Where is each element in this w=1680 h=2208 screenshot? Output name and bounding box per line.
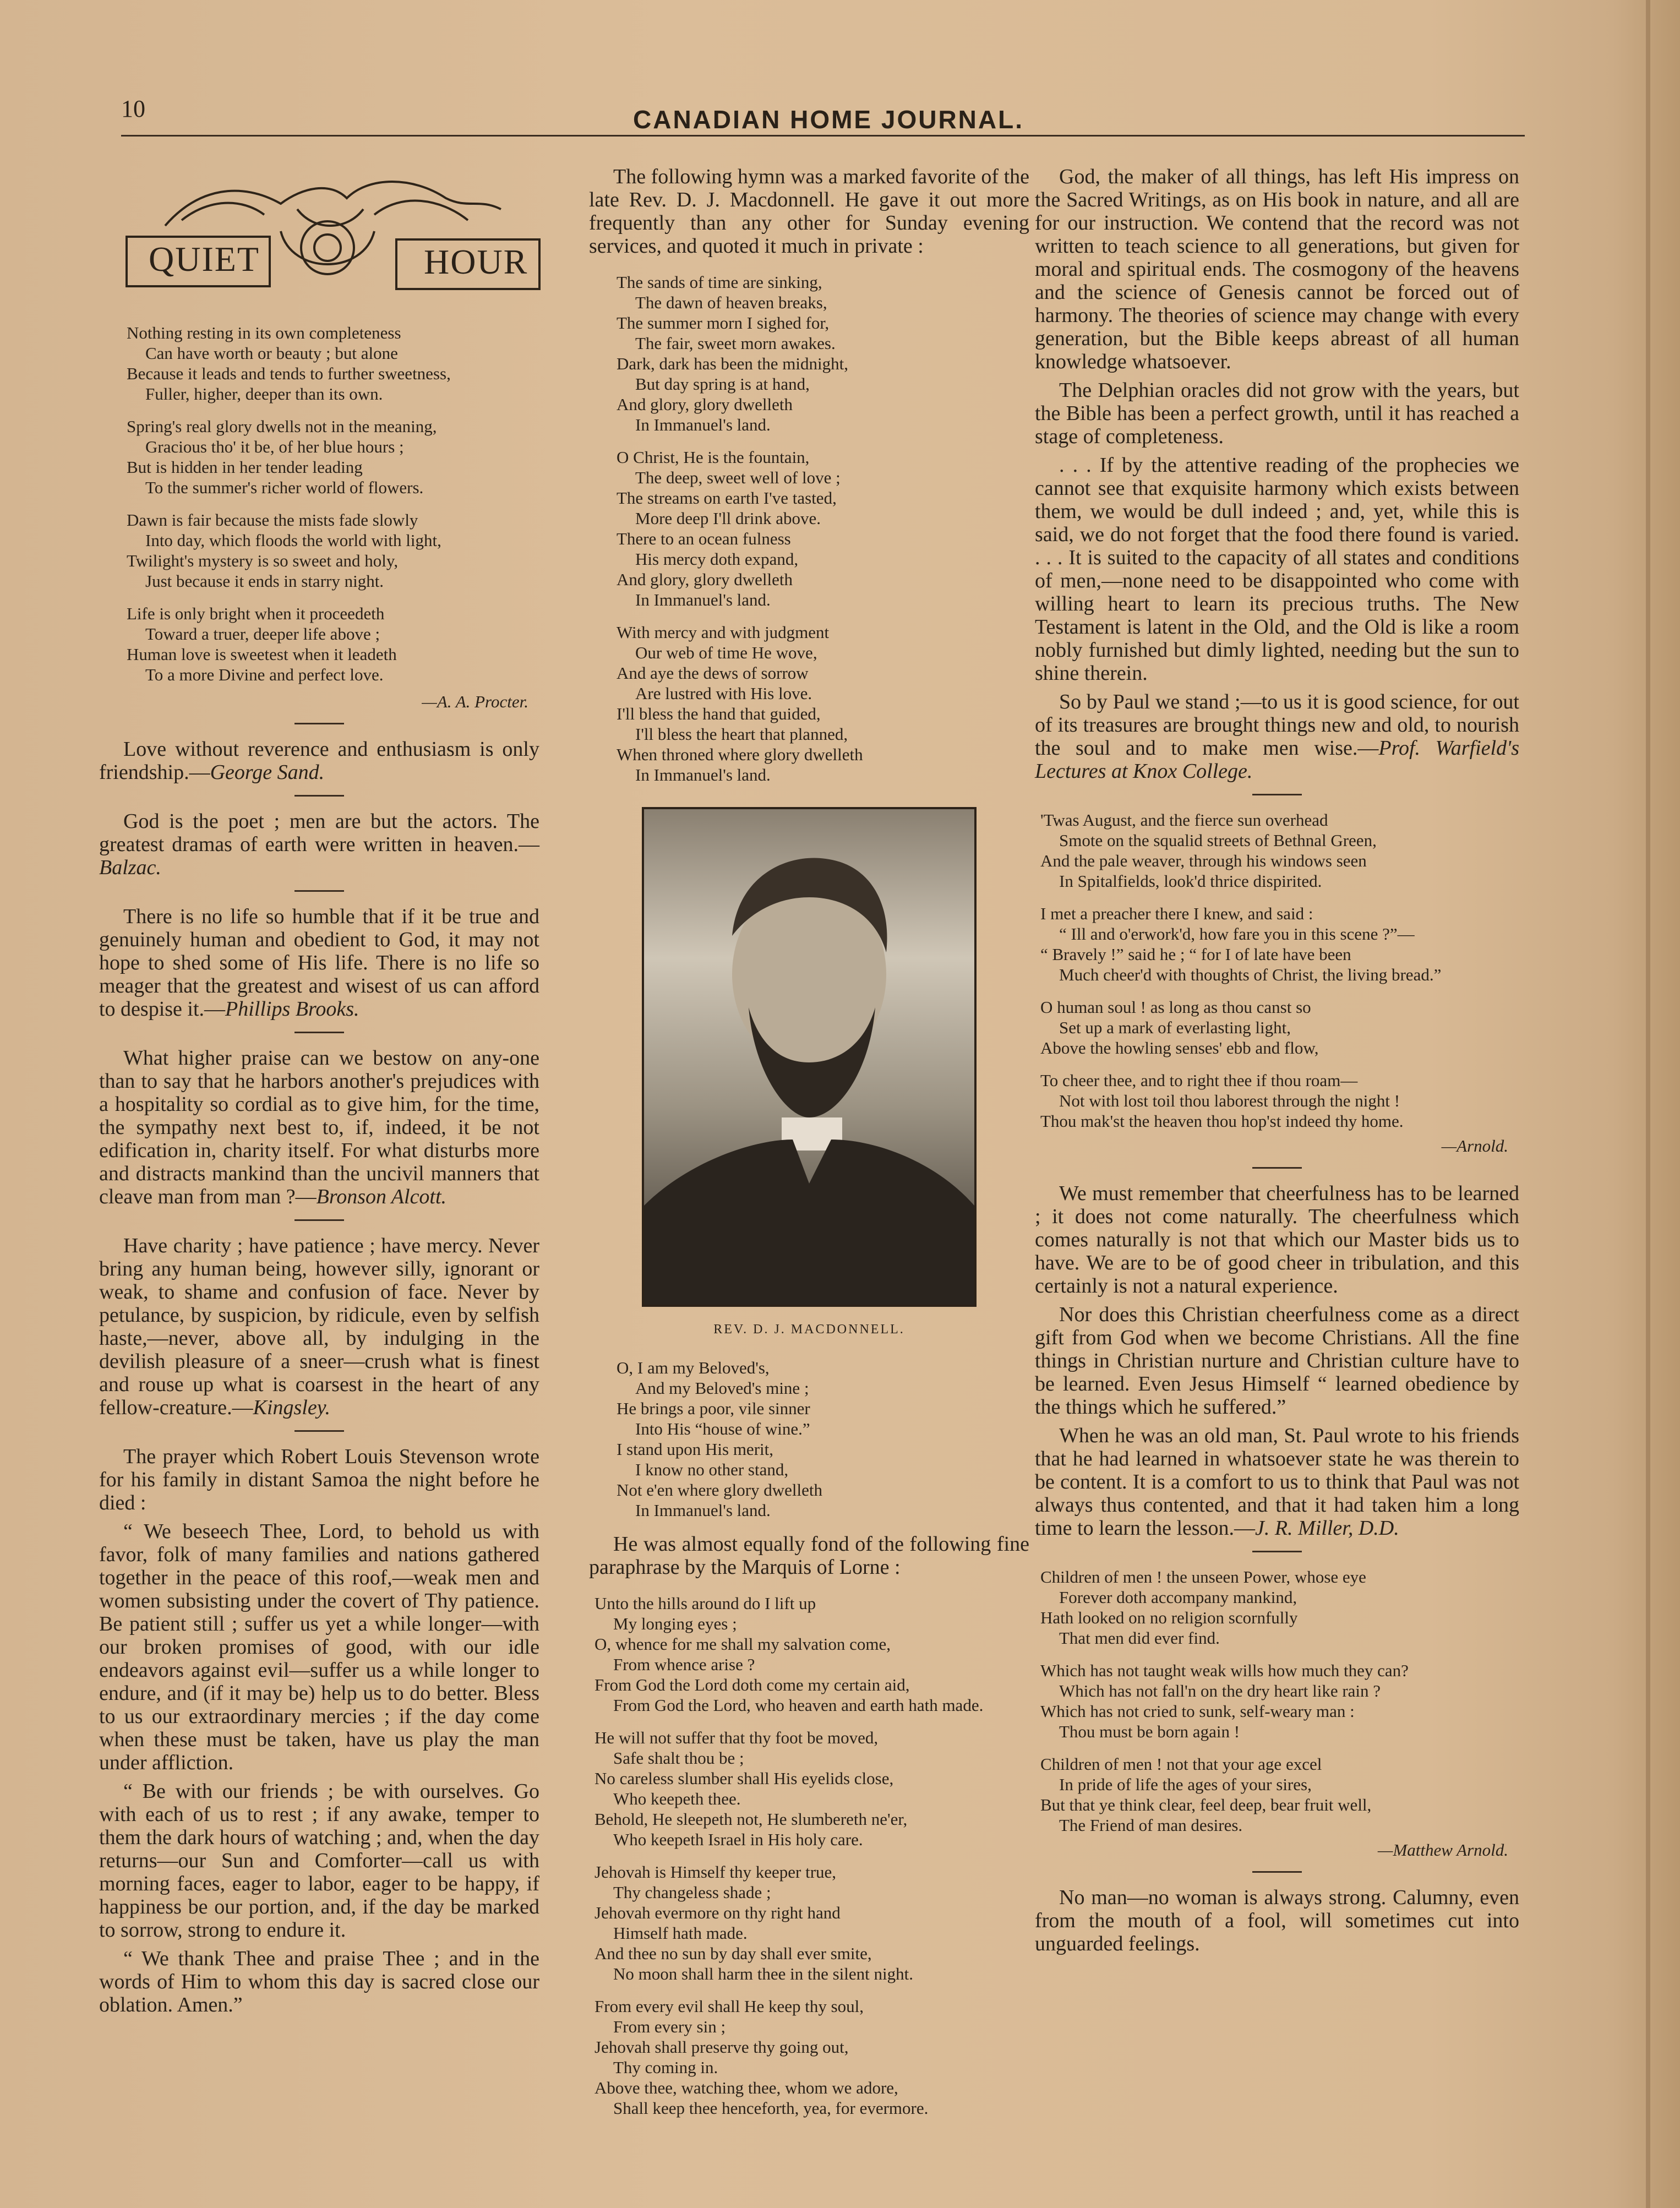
stanza — [617, 272, 1029, 435]
poem-line: Fuller, higher, deeper than its own. — [145, 384, 383, 404]
poem-line: Thou must be born again ! — [1059, 1722, 1240, 1741]
poem-line: Nothing resting in its own completeness — [127, 323, 401, 342]
poem-line: And glory, glory dwelleth — [617, 395, 793, 414]
banner-ornament — [116, 165, 556, 308]
stevenson-prayer-2: “ Be with our friends ; be with ourselves. Go with each of us to rest ; if any awake, temper to them the dark hours of watching ; and, when the day returns—our Sun and Comforter—call us with morning faces, eager to labor, eager to be happy, if happiness be our portion, and, if the day be marked to sorrow, strong to endure it. — [99, 1780, 539, 1942]
poem-line: “ Ill and o'erwork'd, how fare you in this scene ?”— — [1059, 924, 1415, 944]
poem-line: Are lustred with His love. — [635, 684, 812, 703]
poem-line: “ Bravely !” said he ; “ for I of late have been — [1040, 945, 1351, 964]
arnold-sonnet — [1040, 810, 1519, 1131]
stanza — [1040, 810, 1519, 891]
poem-line: And the pale weaver, through his windows seen — [1040, 851, 1367, 870]
poem-line: Who keepeth thee. — [613, 1789, 741, 1808]
col3-para-6: Nor does this Christian cheerfulness come as a direct gift from God when we become Christians. All the fine things in Christian nurture and Christian culture have to be learned. Even Jesus Himself “ learned obedience by the things which he suffered.” — [1035, 1303, 1519, 1419]
poem-line: 'Twas August, and the fierce sun overhead — [1040, 810, 1328, 830]
stanza — [127, 603, 539, 685]
poem-line: In Immanuel's land. — [635, 590, 771, 609]
poem-line: But that ye think clear, feel deep, bear fruit well, — [1040, 1795, 1372, 1814]
banner-word-right: HOUR — [424, 242, 528, 281]
poem-line: Children of men ! not that your age excel — [1040, 1754, 1322, 1774]
poem-line: In Immanuel's land. — [635, 765, 771, 784]
poem-line: Unto the hills around do I lift up — [594, 1594, 816, 1613]
poem-line: No careless slumber shall His eyelids close, — [594, 1769, 894, 1788]
separator — [1252, 1167, 1302, 1169]
poem-line: Forever doth accompany mankind, — [1059, 1588, 1297, 1607]
poem-line: Human love is sweetest when it leadeth — [127, 645, 397, 664]
poem-line: Above the howling senses' ebb and flow, — [1040, 1038, 1319, 1057]
poem-line: Set up a mark of everlasting light, — [1059, 1018, 1291, 1037]
poem-line: Who keepeth Israel in His holy care. — [613, 1830, 863, 1849]
poem-line: Thy coming in. — [613, 2058, 718, 2077]
stanza — [617, 622, 1029, 785]
stanza — [594, 1996, 1029, 2118]
poem-line: But day spring is at hand, — [635, 374, 810, 394]
quote-brooks: There is no life so humble that if it be true and genuinely human and obedient to God, it may not hope to shed some of His life. There is no life so meager that the greatest and wisest of us can afford to despise it.—Phillips Brooks. — [99, 905, 539, 1021]
poem-line: Jehovah is Himself thy keeper true, — [594, 1862, 837, 1882]
stanza — [127, 416, 539, 498]
stanza — [1040, 903, 1519, 985]
poem-line: Shall keep thee henceforth, yea, for evermore. — [613, 2098, 929, 2118]
separator — [294, 1032, 344, 1033]
arnold-attribution: —Arnold. — [1441, 1136, 1508, 1155]
poem-line: My longing eyes ; — [613, 1614, 737, 1633]
poem-line: Because it leads and tends to further sweetness, — [127, 364, 451, 383]
poem-line: The fair, sweet morn awakes. — [635, 334, 836, 353]
poem-line: Himself hath made. — [613, 1923, 748, 1943]
poem-line: O Christ, He is the fountain, — [617, 448, 810, 467]
poem-line: In Immanuel's land. — [635, 415, 771, 434]
poem-line: From God the Lord, who heaven and earth hath made. — [613, 1695, 984, 1715]
matthew-arnold-poem — [1040, 1567, 1519, 1835]
col3-para-2: The Delphian oracles did not grow with the years, but the Bible has been a perfect growth, until it has reached a stage of completeness. — [1035, 379, 1519, 448]
stanza — [1040, 1754, 1519, 1835]
separator — [294, 890, 344, 892]
poem-line: Hath looked on no religion scornfully — [1040, 1608, 1298, 1627]
banner-word-left: QUIET — [149, 239, 260, 279]
poem-line: The streams on earth I've tasted, — [617, 488, 837, 508]
poem-line: Life is only bright when it proceedeth — [127, 604, 385, 623]
stanza — [1040, 1660, 1519, 1742]
procter-poem — [127, 323, 539, 685]
poem-line: With mercy and with judgment — [617, 623, 830, 642]
separator — [294, 795, 344, 797]
stanza — [1040, 1070, 1519, 1131]
hymn-intro: The following hymn was a marked favorite of the late Rev. D. J. Macdonnell. He gave it out more frequently than any other for Sunday evening services, and quoted it much in private : — [589, 165, 1029, 258]
poem-line: In Spitalfields, look'd thrice dispirited. — [1059, 871, 1322, 891]
poem-line: And glory, glory dwelleth — [617, 570, 793, 589]
stanza — [594, 1862, 1029, 1984]
poem-line: Not with lost toil thou laborest through the night ! — [1059, 1091, 1400, 1110]
poem-line: The dawn of heaven breaks, — [635, 293, 827, 312]
poem-line: No moon shall harm thee in the silent night. — [613, 1964, 913, 1983]
poem-line: I'll bless the hand that guided, — [617, 704, 821, 723]
header-rule — [121, 135, 1525, 137]
stevenson-prayer-1: “ We beseech Thee, Lord, to behold us with favor, folk of many families and nations gathered together in the peace of this roof,—weak men and women subsisting under the covert of Thy patience. Be patient still ; suffer us yet a while longer—with our broken promises of good, with our idle endeavors against evil—suffer us a while longer to endure, and (if it may be) help us to do better. Bless to us our extraordinary mercies ; if the day come when these must be taken, have us play the man under affliction. — [99, 1520, 539, 1774]
poem-line: His mercy doth expand, — [635, 549, 799, 569]
separator — [294, 1219, 344, 1221]
poem-line: From whence arise ? — [613, 1655, 755, 1674]
poem-line: Into day, which floods the world with light, — [145, 531, 441, 550]
poem-line: Jehovah evermore on thy right hand — [594, 1903, 841, 1922]
poem-line: I'll bless the heart that planned, — [635, 724, 848, 744]
poem-line: From every sin ; — [613, 2017, 726, 2036]
stanza — [594, 1593, 1029, 1715]
separator — [294, 1430, 344, 1432]
poem-line: I know no other stand, — [635, 1460, 789, 1479]
portrait-caption: REV. D. J. MACDONNELL. — [713, 1322, 905, 1337]
poem-line: O, whence for me shall my salvation come, — [594, 1634, 891, 1654]
poem-line: Dark, dark has been the midnight, — [617, 354, 848, 373]
col3-para-8: No man—no woman is always strong. Calumny, even from the mouth of a fool, will sometimes cut into unguarded feelings. — [1035, 1886, 1519, 1955]
poem-line: To a more Divine and perfect love. — [145, 665, 384, 684]
poem-line: The summer morn I sighed for, — [617, 313, 830, 332]
poem-line: From God the Lord doth come my certain aid, — [594, 1675, 910, 1694]
stanza — [1040, 997, 1519, 1058]
col3-para-1: God, the maker of all things, has left His impress on the Sacred Writings, as on His book in nature, and all are for our instruction. We contend that the record was not written to teach science to all generations, but given for moral and spiritual ends. The cosmogony of the heavens and the science of Genesis cannot be forced out of harmony. The theories of science may change with every generation, but the Bible keeps abreast of all human knowledge whatsoever. — [1035, 165, 1519, 373]
poem-line: And my Beloved's mine ; — [635, 1378, 809, 1398]
poem-line: Above thee, watching thee, whom we adore, — [594, 2078, 898, 2097]
hymn — [617, 272, 1029, 785]
poem-line: Toward a truer, deeper life above ; — [145, 624, 380, 644]
poem-line: Spring's real glory dwells not in the meaning, — [127, 417, 437, 436]
separator — [1252, 794, 1302, 795]
poem-line: That men did ever find. — [1059, 1628, 1220, 1648]
poem-line: More deep I'll drink above. — [635, 509, 821, 528]
quote-alcott: What higher praise can we bestow on any-one than to say that he harbors another's prejudices with a hospitality so cordial as to give him, for the time, the sympathy next best to, if, indeed, it be not edification in, charity itself. For what disturbs more and distracts mankind than the uncivil manners that cleave man from man ?—Bronson Alcott. — [99, 1046, 539, 1208]
poem-line: Smote on the squalid streets of Bethnal Green, — [1059, 831, 1377, 850]
page-fold — [1646, 0, 1650, 2208]
poem-line: Just because it ends in starry night. — [145, 571, 384, 591]
poem-line: And thee no sun by day shall ever smite, — [594, 1944, 872, 1963]
poem-line: Which has not taught weak wills how much they can? — [1040, 1661, 1409, 1680]
poem-line: Which has not fall'n on the dry heart like rain ? — [1059, 1681, 1381, 1700]
poem-line: But is hidden in her tender leading — [127, 457, 363, 477]
poem-line: Dawn is fair because the mists fade slowly — [127, 510, 418, 530]
col3-para-5: We must remember that cheerfulness has to be learned ; it does not come naturally. The cheerfulness which comes naturally is not that which our Master bids us to have. We are to be of good cheer in tribulation, and this certainly is not a natural experience. — [1035, 1182, 1519, 1297]
poem-line: Twilight's mystery is so sweet and holy, — [127, 551, 399, 570]
poem-line: The sands of time are sinking, — [617, 272, 822, 292]
lorne-paraphrase — [594, 1593, 1029, 2118]
poem-line: Much cheer'd with thoughts of Christ, the living bread.” — [1059, 965, 1442, 984]
stanza — [127, 510, 539, 591]
hymn-continued — [617, 1357, 1029, 1520]
stanza — [127, 323, 539, 404]
column-1 — [99, 165, 539, 2022]
poem-line: I stand upon His merit, — [617, 1440, 773, 1459]
col3-para-3: . . . If by the attentive reading of the prophecies we cannot see that exquisite harmony which exists between them, we would be dull indeed ; and, yet, while this is said, we do not forget that the food there found is varied. . . . It is suited to the capacity of all states and conditions of men,—none need to be disappointed who come with willing heart to learn its precious truths. The New Testament is latent in the Old, and the Old is like a room nobly furnished but dimly lighted, needing but the sun to shine therein. — [1035, 454, 1519, 685]
poem-line: O human soul ! as long as thou canst so — [1040, 997, 1311, 1017]
poem-line: Gracious tho' it be, of her blue hours ; — [145, 437, 404, 456]
quote-balzac: God is the poet ; men are but the actors. The greatest dramas of earth were written in heaven.—Balzac. — [99, 810, 539, 879]
poem-line: Can have worth or beauty ; but alone — [145, 344, 398, 363]
stanza — [1040, 1567, 1519, 1648]
portrait-figure — [644, 809, 974, 1305]
poem-line: Not e'en where glory dwelleth — [617, 1480, 823, 1500]
quiet-hour-banner — [116, 165, 556, 308]
poem-line: Safe shalt thou be ; — [613, 1748, 744, 1768]
col3-para-7: When he was an old man, St. Paul wrote to his friends that he had learned in whatsoever state he was therein to be content. It is a comfort to us to think that Paul was not always thus contented, and that it had taken him a long time to learn the lesson.—J. R. Miller, D.D. — [1035, 1424, 1519, 1540]
poem-line: From every evil shall He keep thy soul, — [594, 1997, 864, 2016]
poem-line: To the summer's richer world of flowers. — [145, 478, 424, 497]
poem-line: He will not suffer that thy foot be moved, — [594, 1728, 879, 1747]
stanza — [617, 447, 1029, 610]
quote-kingsley: Have charity ; have patience ; have mercy. Never bring any human being, however silly, ignorant or weak, to shame and confusion of face. Never by petulance, by suspicion, by ridicule, even by selfish haste,—never, above all, by indulging in the devilish pleasure of a sneer—crush what is finest and rouse up what is coarsest in the heart of any fellow-creature.—Kingsley. — [99, 1234, 539, 1419]
poem-line: I met a preacher there I knew, and said : — [1040, 904, 1313, 923]
poem-line: The deep, sweet well of love ; — [635, 468, 841, 487]
poem-line: Our web of time He wove, — [635, 643, 817, 662]
column-3 — [1035, 165, 1519, 1961]
poem-line: Children of men ! the unseen Power, whose eye — [1040, 1567, 1366, 1587]
page-number: 10 — [121, 95, 145, 122]
stanza — [594, 1727, 1029, 1850]
masthead: CANADIAN HOME JOURNAL. — [633, 105, 1024, 134]
poem-line: To cheer thee, and to right thee if thou roam— — [1040, 1071, 1358, 1090]
poem-line: Which has not cried to sunk, self-weary man : — [1040, 1702, 1355, 1721]
matthew-arnold-attribution: —Matthew Arnold. — [1377, 1840, 1508, 1860]
poem-attribution: —A. A. Procter. — [422, 692, 528, 711]
separator — [1252, 1551, 1302, 1552]
poem-line: The Friend of man desires. — [1059, 1816, 1243, 1835]
separator — [1252, 1871, 1302, 1873]
poem-line: In pride of life the ages of your sires, — [1059, 1775, 1312, 1794]
stanza — [617, 1357, 1029, 1520]
poem-line: Behold, He sleepeth not, He slumbereth ne'er, — [594, 1809, 908, 1829]
quote-sand: Love without reverence and enthusiasm is only friendship.—George Sand. — [99, 738, 539, 784]
poem-line: He brings a poor, vile sinner — [617, 1399, 810, 1418]
poem-line: O, I am my Beloved's, — [617, 1358, 770, 1377]
poem-line: Into His “house of wine.” — [635, 1419, 810, 1438]
poem-line: Thy changeless shade ; — [613, 1883, 771, 1902]
poem-line: In Immanuel's land. — [635, 1501, 771, 1520]
stevenson-intro: The prayer which Robert Louis Stevenson wrote for his family in distant Samoa the night before he died : — [99, 1445, 539, 1514]
stevenson-prayer-3: “ We thank Thee and praise Thee ; and in the words of Him to whom this day is sacred close our oblation. Amen.” — [99, 1947, 539, 2016]
column-2 — [589, 165, 1029, 2130]
poem-line: Thou mak'st the heaven thou hop'st indeed thy home. — [1040, 1111, 1404, 1131]
col3-para-4: So by Paul we stand ;—to us it is good science, for out of its treasures are brought things new and old, to nourish the soul and to make men wise.—Prof. Warfield's Lectures at Knox College. — [1035, 690, 1519, 783]
poem-line: When throned where glory dwelleth — [617, 745, 863, 764]
poem-line: And aye the dews of sorrow — [617, 663, 809, 683]
separator — [294, 723, 344, 724]
poem-line: There to an ocean fulness — [617, 529, 791, 548]
poem-line: Jehovah shall preserve thy going out, — [594, 2037, 849, 2057]
paraphrase-intro: He was almost equally fond of the following fine paraphrase by the Marquis of Lorne : — [589, 1533, 1029, 1579]
portrait-photo — [642, 807, 977, 1307]
